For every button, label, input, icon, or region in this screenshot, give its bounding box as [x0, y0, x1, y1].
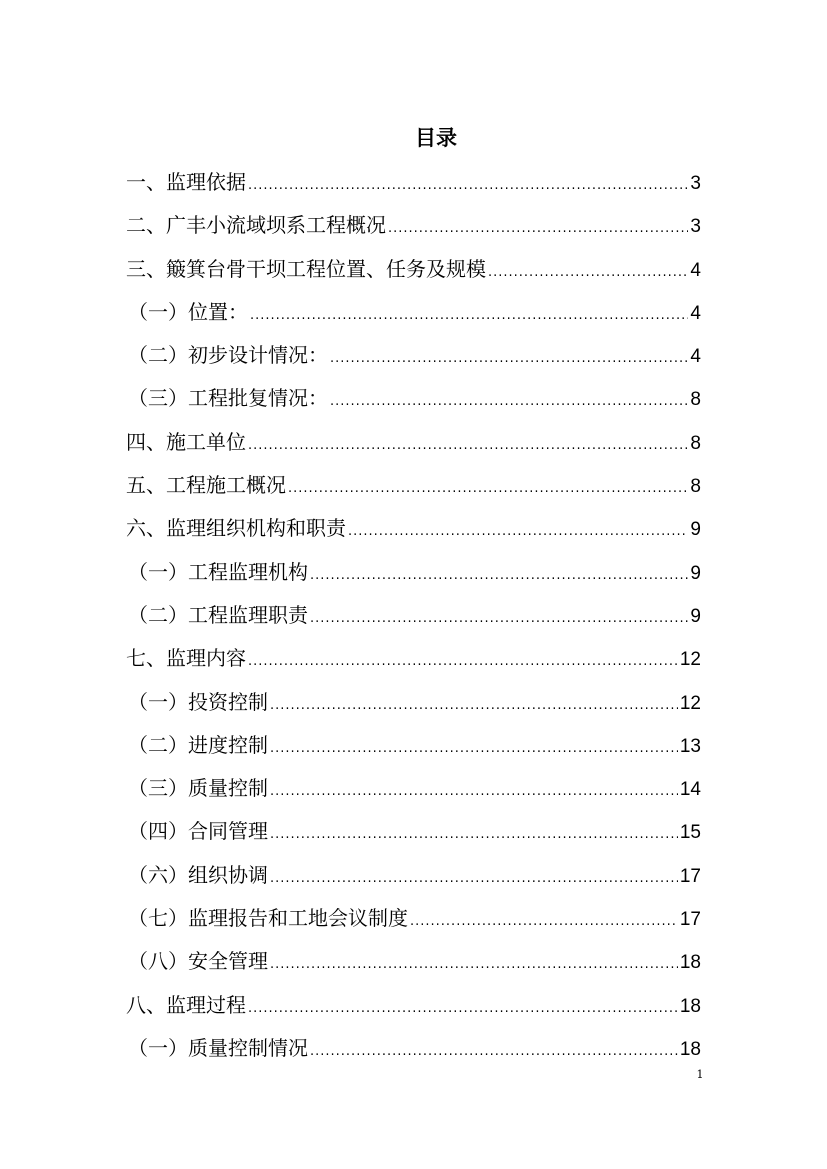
toc-entry-page: 13 [679, 735, 701, 757]
toc-entry-page: 18 [679, 1038, 701, 1060]
toc-entry-label: （一）投资控制 [128, 689, 268, 714]
toc-entry-label: 七、监理内容 [126, 646, 246, 671]
toc-entry-label: （一）位置： [128, 299, 248, 324]
toc-entry-3-2[interactable] [126, 334, 701, 377]
toc-entry-6-1[interactable] [126, 551, 701, 594]
dot-leader [310, 554, 688, 597]
dot-leader [330, 337, 688, 380]
toc-entry-8[interactable] [126, 984, 701, 1027]
toc-entry-8-1[interactable] [126, 1027, 701, 1070]
toc-entry-3[interactable] [126, 248, 701, 291]
toc-entry-4[interactable] [126, 421, 701, 464]
dot-leader [330, 380, 688, 423]
toc-entry-7[interactable] [126, 637, 701, 680]
toc-title: 目录 [415, 125, 457, 150]
dot-leader [288, 467, 688, 510]
toc-entry-label: （六）组织协调 [128, 862, 268, 887]
toc-entry-2[interactable] [126, 204, 701, 247]
toc-entry-7-4[interactable] [126, 810, 701, 853]
toc-entry-page: 3 [690, 173, 701, 194]
dot-leader [310, 1030, 678, 1073]
toc-entry-label: 三、簸箕台骨干坝工程位置、任务及规模 [126, 256, 486, 281]
page-number: 1 [696, 1068, 704, 1081]
toc-entry-page: 4 [690, 302, 701, 324]
toc-entry-3-3[interactable] [126, 377, 701, 420]
toc-entry-7-8[interactable] [126, 940, 701, 983]
toc-entry-page: 9 [690, 562, 701, 584]
dot-leader [270, 943, 678, 986]
toc-entry-6-2[interactable] [126, 594, 701, 637]
dot-leader [488, 251, 688, 294]
toc-entry-label: （三）工程批复情况： [128, 386, 328, 411]
toc-entry-page: 12 [679, 649, 701, 671]
dot-leader [270, 813, 678, 856]
toc-entry-7-7[interactable] [126, 897, 701, 940]
toc-entry-page: 8 [690, 432, 701, 454]
toc-entry-page: 9 [690, 605, 701, 627]
dot-leader [270, 727, 678, 770]
toc-entry-label: （七）监理报告和工地会议制度 [128, 906, 408, 931]
toc-entry-1[interactable] [126, 161, 701, 204]
toc-entry-label: （二）进度控制 [128, 732, 268, 757]
toc-entry-page: 14 [679, 779, 701, 801]
dot-leader [248, 424, 688, 467]
toc-entry-label: 二、广丰小流域坝系工程概况 [126, 213, 386, 238]
dot-leader [250, 294, 688, 337]
toc-entry-page: 4 [690, 346, 701, 368]
toc-entry-7-2[interactable] [126, 724, 701, 767]
dot-leader [388, 207, 688, 250]
toc-entry-page: 9 [690, 519, 701, 541]
dot-leader [270, 857, 678, 900]
toc-entry-label: （四）合同管理 [128, 819, 268, 844]
toc-entry-page: 17 [679, 865, 701, 887]
toc-entry-3-1[interactable] [126, 291, 701, 334]
toc-entry-label: 六、监理组织机构和职责 [126, 516, 346, 541]
toc-entry-page: 12 [679, 692, 701, 714]
toc-entry-page: 8 [690, 476, 701, 498]
toc-entry-label: （二）工程监理职责 [128, 602, 308, 627]
toc-entry-label: （一）工程监理机构 [128, 559, 308, 584]
toc-entry-label: 一、监理依据 [126, 170, 246, 194]
toc-entry-7-1[interactable] [126, 681, 701, 724]
toc-entry-page: 18 [679, 952, 701, 974]
toc-entry-page: 17 [679, 909, 701, 931]
toc-entry-label: 五、工程施工概况 [126, 473, 286, 498]
dot-leader [248, 987, 678, 1030]
toc-entry-page: 4 [690, 259, 701, 281]
toc-entry-label: （八）安全管理 [128, 949, 268, 974]
dot-leader [410, 900, 678, 943]
toc-entry-7-6[interactable] [126, 854, 701, 897]
toc-entry-label: 四、施工单位 [126, 429, 246, 454]
toc-entry-page: 18 [679, 995, 701, 1017]
dot-leader [270, 770, 678, 813]
dot-leader [348, 510, 688, 553]
dot-leader [248, 164, 688, 207]
toc-entry-label: （二）初步设计情况： [128, 343, 328, 368]
dot-leader [248, 640, 678, 683]
dot-leader [270, 684, 678, 727]
toc-entry-label: 八、监理过程 [126, 992, 246, 1017]
toc-entry-6[interactable] [126, 507, 701, 550]
toc-entry-page: 8 [690, 389, 701, 411]
dot-leader [310, 597, 688, 640]
toc-entry-label: （三）质量控制 [128, 776, 268, 801]
toc-entry-label: （一）质量控制情况 [128, 1035, 308, 1060]
table-of-contents [126, 161, 701, 1070]
toc-entry-7-3[interactable] [126, 767, 701, 810]
toc-entry-page: 3 [690, 216, 701, 238]
toc-entry-5[interactable] [126, 464, 701, 507]
toc-entry-page: 15 [679, 822, 701, 844]
